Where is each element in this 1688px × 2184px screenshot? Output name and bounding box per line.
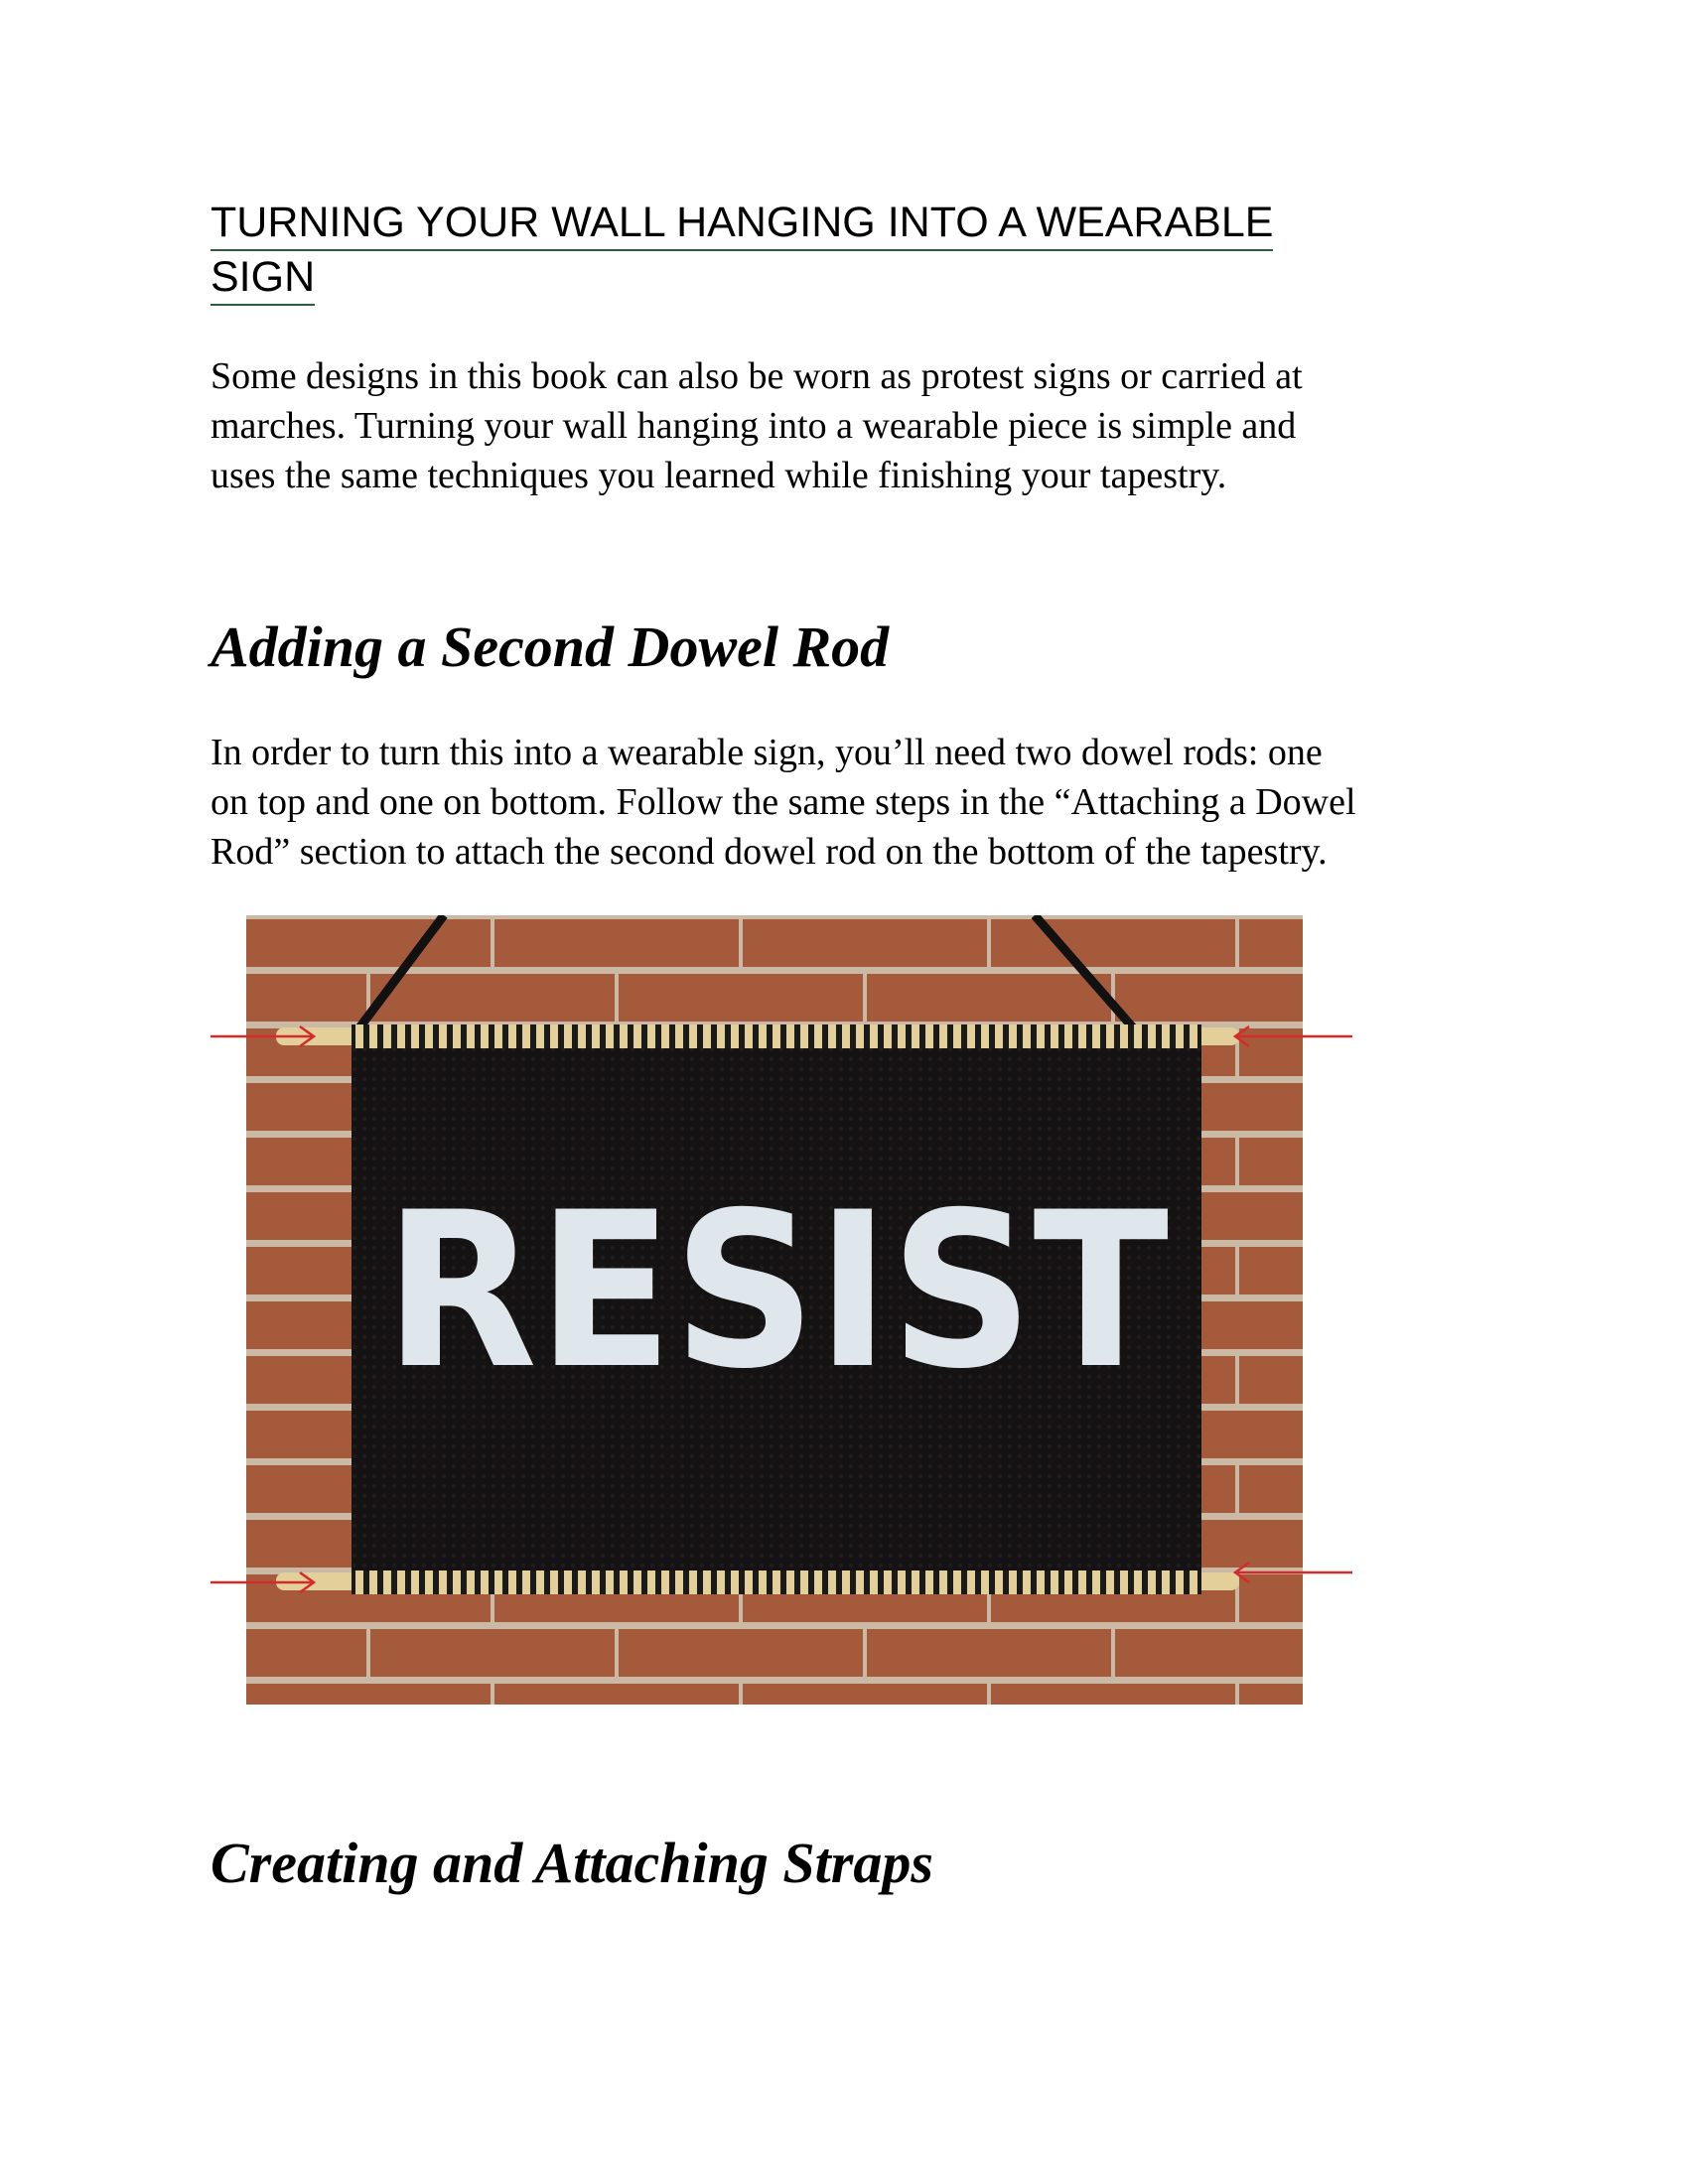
title-line-1: TURNING YOUR WALL HANGING INTO A WEARABLE [211,197,1273,251]
top-yarn-wrap [352,1024,1201,1048]
intro-line-1: Some designs in this book can also be worn as protest signs or carried at [211,355,1303,397]
intro-line-2: marches. Turning your wall hanging into a wearable piece is simple and [211,405,1297,447]
sign-text: RESIST [384,1166,1169,1416]
dowel-line-2: on top and one on bottom. Follow the same steps in the “Attaching a Dowel [211,781,1356,823]
title-line-2: SIGN [211,251,315,306]
intro-paragraph [211,351,1501,500]
dowel-paragraph [211,728,1501,877]
section-heading-straps: Creating and Attaching Straps [211,1831,933,1895]
tapestry-photo [211,915,1352,1705]
bottom-yarn-wrap [352,1570,1201,1594]
section-heading-dowel: Adding a Second Dowel Rod [211,614,890,679]
dowel-line-3: Rod” section to attach the second dowel rod on the bottom of the tapestry. [211,831,1328,873]
dowel-line-1: In order to turn this into a wearable sign, you’ll need two dowel rods: one [211,732,1323,773]
page-title [211,197,1382,306]
intro-line-3: uses the same techniques you learned while finishing your tapestry. [211,455,1227,496]
